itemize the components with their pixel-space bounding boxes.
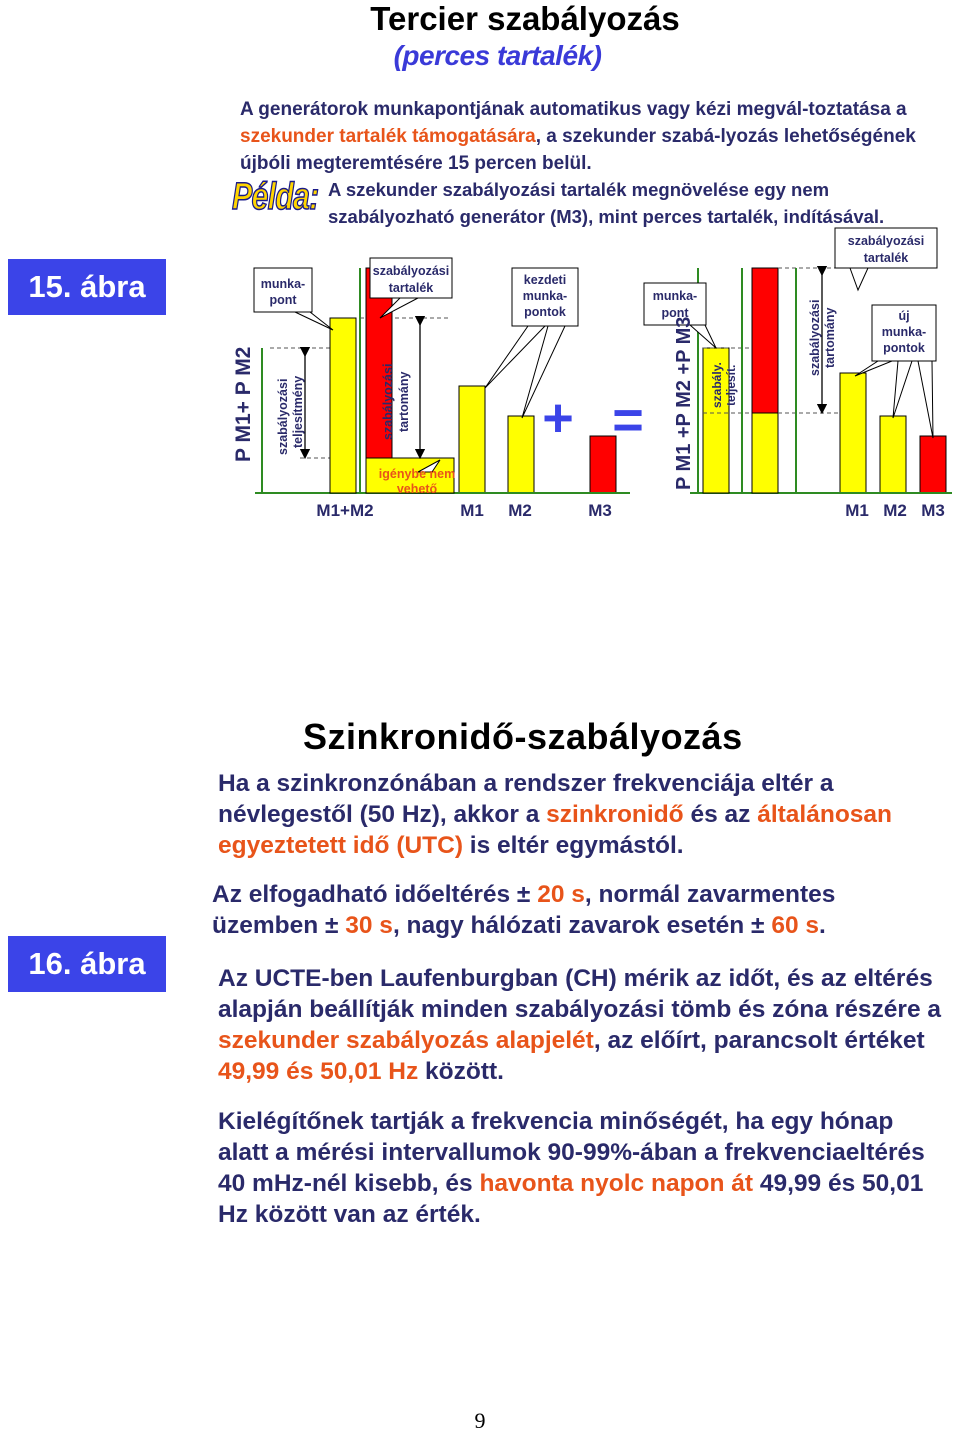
text-run: lyozás lehetőségének újbóli megteremtésére 15 percen belül. bbox=[240, 126, 916, 174]
callout-pointer-9 bbox=[893, 361, 912, 418]
highlighted-text: havonta nyolc napon át bbox=[479, 1170, 754, 1197]
xlabel-m1m2: M1+M2 bbox=[316, 501, 374, 520]
text-run: , az előírt, parancsolt értéket bbox=[593, 1027, 925, 1054]
highlighted-text: általánosan egyeztetett idő (UTC) bbox=[218, 801, 893, 859]
tertiary-control-diagram bbox=[0, 0, 960, 560]
reserve-label-2a: szabályozási bbox=[847, 234, 925, 248]
text-run: . bbox=[819, 912, 826, 939]
fig16-paragraph-3 bbox=[218, 963, 948, 1087]
reserve-label-1b: tartalék bbox=[388, 281, 434, 295]
example-label: Példa: bbox=[232, 176, 319, 218]
text-run: Ha a szinkronzónában a rendszer frekvenciája eltér a névlegestől (50 Hz), akkor a bbox=[218, 770, 834, 828]
range-label-1a: szabályozási bbox=[381, 363, 395, 440]
equals-sign: = bbox=[612, 390, 644, 450]
highlighted-text: 20 s bbox=[537, 881, 585, 908]
fig16-title: Szinkronidő-szabályozás bbox=[303, 716, 743, 757]
workpoint-label-2b: pont bbox=[661, 306, 689, 320]
text-run: és az bbox=[683, 801, 758, 828]
xlabel-m3: M3 bbox=[588, 501, 612, 520]
text-run: Az elfogadható időeltérés ± bbox=[212, 881, 538, 908]
text-run: toztatása a bbox=[808, 99, 907, 120]
range-label-1b: tartomány bbox=[397, 371, 411, 432]
fig16-paragraph-2 bbox=[212, 879, 942, 941]
highlighted-text: szinkronidő bbox=[546, 801, 684, 828]
text-run: 49,99 és 50,01 Hz között van az érték. bbox=[218, 1170, 924, 1228]
callout-pointer-7 bbox=[850, 268, 868, 290]
unusable-label-a: igénybe nem bbox=[378, 467, 456, 481]
text-run: is eltér egymástól. bbox=[463, 832, 684, 859]
callout-pointer-3 bbox=[295, 312, 333, 330]
xlabel-m3-right: M3 bbox=[921, 501, 945, 520]
initial-points-a: kezdeti bbox=[523, 273, 567, 287]
callout-pointer-10 bbox=[918, 361, 933, 438]
text-run: Kielégítőnek tartják a frekvencia minőségét, ha egy hónap alatt a mérési intervallumok 90-99%-ában a frekvenciaeltérés 40 mHz-nél kisebb, és bbox=[218, 1108, 925, 1197]
fig16-paragraph-4 bbox=[218, 1106, 948, 1230]
workpoint-label-1a: munka- bbox=[260, 277, 306, 291]
highlighted-text: szekunder szabályozás alapjelét bbox=[218, 1027, 594, 1054]
unusable-label-b: vehető bbox=[396, 482, 438, 496]
xlabel-m1: M1 bbox=[460, 501, 484, 520]
fig15-title: Tercier szabályozás bbox=[370, 0, 680, 37]
bar-m2-new bbox=[880, 416, 906, 493]
regpower-label-a: szabály. bbox=[710, 362, 724, 408]
bar-m2 bbox=[508, 416, 534, 493]
plus-sign: + bbox=[542, 388, 574, 448]
text-run: , nagy hálózati zavarok esetén ± bbox=[392, 912, 772, 939]
callout-pointer-8 bbox=[855, 361, 892, 376]
text-run: , normál zavarmentes üzemben ± bbox=[212, 881, 836, 939]
example-text: A szekunder szabályozási tartalék megnövelése egy nem szabályozható generátor (M3), mint perces tartalék, indításával. bbox=[328, 179, 885, 227]
page-number: 9 bbox=[474, 1408, 486, 1433]
bar-range-right bbox=[752, 268, 778, 413]
text-run: Az UCTE-ben Laufenburgban (CH) mérik az időt, és az eltérés alapján beállítják minden szabályozási tömb és zóna részére a bbox=[218, 965, 942, 1023]
control-power-label-2: teljesítmény bbox=[291, 375, 305, 448]
initial-points-b: munka- bbox=[522, 289, 568, 303]
bar-m1 bbox=[459, 386, 485, 493]
new-points-b: munka- bbox=[881, 325, 927, 339]
text-run: A generátorok munkapontjának automatikus vagy kézi megvál- bbox=[240, 99, 809, 120]
reserve-label-1a: szabályozási bbox=[372, 264, 450, 278]
xlabel-m1-right: M1 bbox=[845, 501, 869, 520]
figure-15-label: 15. ábra bbox=[8, 259, 166, 315]
xlabel-m2-right: M2 bbox=[883, 501, 907, 520]
bar-unusable-right bbox=[752, 413, 778, 493]
pm1-pm2-label: P M1+ P M2 bbox=[232, 346, 255, 462]
text-run: , a szekunder szabá- bbox=[535, 126, 721, 147]
highlighted-text: 30 s bbox=[345, 912, 393, 939]
text-run: között. bbox=[418, 1058, 504, 1085]
workpoint-label-1b: pont bbox=[269, 293, 297, 307]
bar-m1m2 bbox=[330, 318, 356, 493]
highlighted-text: 49,99 és 50,01 Hz bbox=[218, 1058, 419, 1085]
control-power-label-1: szabályozási bbox=[276, 378, 290, 455]
new-points-a: új bbox=[898, 309, 910, 323]
bar-m3-new bbox=[920, 436, 946, 493]
initial-points-c: pontok bbox=[524, 305, 566, 319]
figure-16-label: 16. ábra bbox=[8, 936, 166, 992]
workpoint-label-2a: munka- bbox=[652, 289, 698, 303]
highlighted-text: szekunder tartalék támogatására bbox=[240, 126, 536, 147]
regpower-label-b: teljesít. bbox=[724, 364, 738, 406]
reserve-label-2b: tartalék bbox=[863, 251, 909, 265]
bar-m1-new bbox=[840, 373, 866, 493]
new-points-c: pontok bbox=[883, 341, 925, 355]
xlabel-m2: M2 bbox=[508, 501, 532, 520]
highlighted-text: 60 s bbox=[771, 912, 819, 939]
fig16-paragraph-1 bbox=[218, 768, 948, 861]
fig15-subtitle: (perces tartalék) bbox=[393, 40, 602, 71]
range-label-2a: szabályozási bbox=[808, 299, 822, 376]
pm-sum-label: P M1 +P M2 +P M3 bbox=[673, 316, 695, 490]
range-label-2b: tartomány bbox=[823, 307, 837, 368]
